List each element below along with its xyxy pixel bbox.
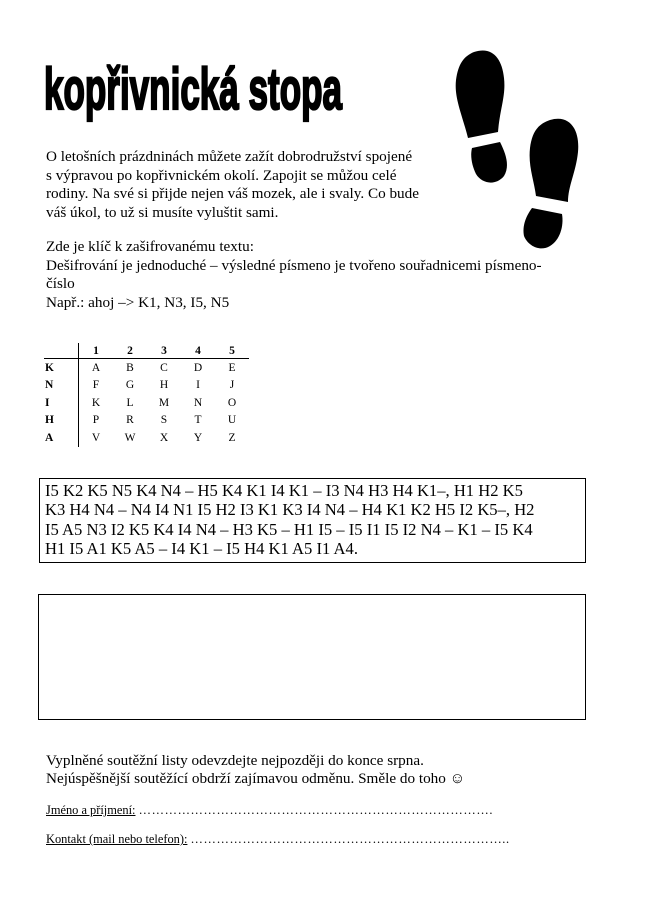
cipher-cell: M	[158, 396, 170, 409]
key-explanation-line: Dešifrování je jednoduché – výsledné písmeno je tvořeno souřadnicemi písmeno-	[46, 256, 542, 274]
contact-field[interactable]	[46, 832, 510, 847]
row-header: N	[45, 379, 54, 392]
cipher-cell: C	[160, 361, 168, 374]
cipher-cell: L	[126, 396, 134, 409]
key-heading: Zde je klíč k zašifrovanému textu:	[46, 238, 254, 255]
column-header: 1	[79, 343, 114, 359]
key-example: Např.: ahoj –> K1, N3, I5, N5	[46, 293, 230, 311]
cipher-cell: R	[126, 414, 134, 427]
row-header: H	[45, 414, 54, 427]
cipher-cell: W	[124, 431, 136, 444]
cipher-cell: X	[159, 431, 169, 444]
key-explanation-line: číslo	[46, 275, 75, 293]
cipher-text-line: I5 A5 N3 I2 K5 K4 I4 N4 – H3 K5 – H1 I5 – I5 I1 I5 I2 N4 – K1 – I5 K4	[45, 519, 533, 539]
title-text: kopřivnická stopa	[44, 56, 343, 123]
column-header: 2	[113, 343, 147, 359]
cipher-cell: O	[227, 396, 237, 409]
cipher-table-row	[44, 359, 249, 377]
intro-line: váš úkol, to už si musíte vyluštit sami.	[46, 203, 279, 221]
cipher-cell: H	[159, 379, 169, 392]
title-logo-graphic	[44, 48, 344, 123]
name-field[interactable]	[46, 803, 493, 818]
cipher-cell: P	[79, 412, 114, 430]
cipher-cell: V	[79, 429, 114, 447]
key-explanation	[46, 238, 586, 312]
cipher-cell: A	[79, 359, 114, 377]
contact-label: Kontakt (mail nebo telefon):	[46, 832, 188, 846]
cipher-table-row	[44, 377, 249, 395]
cipher-cell: K	[79, 394, 114, 412]
closing-paragraph	[46, 752, 606, 788]
row-header: A	[45, 431, 54, 444]
closing-line: Vyplněné soutěžní listy odevzdejte nejpozději do konce srpna.	[46, 752, 424, 769]
cipher-text-line: K3 H4 N4 – N4 I4 N1 I5 H2 I3 K1 K3 I4 N4 – H4 K1 K2 H5 I2 K5–, H2	[45, 500, 535, 520]
intro-line: O letošních prázdninách můžete zažít dobrodružství spojené	[46, 148, 413, 165]
intro-line: rodiny. Na své si přijde nejen váš mozek, ale i svaly. Co bude	[46, 185, 419, 203]
column-header: 3	[147, 343, 181, 359]
name-label: Jméno a příjmení:	[46, 803, 136, 817]
intro-line: s výpravou po kopřivnickém okolí. Zapojit se můžou celé	[46, 166, 397, 184]
contact-dotted-line[interactable]: ………………………………………………………………..	[190, 832, 510, 846]
name-dotted-line[interactable]: ……………………………………………………………………….	[138, 803, 494, 817]
cipher-text-line: H1 I5 A1 K5 A5 – I4 K1 – I5 H4 K1 A5 I1 A4.	[45, 539, 358, 559]
cipher-cell: T	[194, 414, 202, 427]
cipher-table-header-row	[44, 343, 249, 359]
cipher-cell: B	[126, 361, 134, 374]
cipher-cell: Y	[193, 431, 203, 444]
answer-box[interactable]	[38, 594, 586, 720]
cipher-table-corner	[44, 343, 79, 359]
cipher-table	[44, 343, 249, 447]
cipher-table-row	[44, 412, 249, 430]
cipher-cell: I	[196, 379, 200, 392]
cipher-cell: U	[227, 414, 237, 427]
cipher-cell: E	[228, 361, 236, 374]
cipher-cell: Z	[228, 431, 236, 444]
cipher-cell: J	[229, 379, 235, 392]
cipher-table-row	[44, 429, 249, 447]
footprints-icon	[452, 48, 588, 254]
cipher-text-line: I5 K2 K5 N5 K4 N4 – H5 K4 K1 I4 K1 – I3 N4 H3 H4 K1–, H1 H2 K5	[45, 481, 523, 500]
row-header: I	[45, 396, 50, 409]
column-header: 4	[181, 343, 215, 359]
cipher-cell: N	[193, 396, 203, 409]
cipher-text-box	[39, 478, 586, 563]
closing-line: Nejúspěšnější soutěžící obdrží zajímavou odměnu. Směle do toho ☺	[46, 770, 466, 788]
cipher-cell: D	[193, 361, 203, 374]
cipher-cell: F	[79, 377, 114, 395]
row-header: K	[45, 361, 54, 374]
title-logo	[44, 48, 344, 123]
column-header: 5	[215, 343, 249, 359]
cipher-cell: G	[125, 379, 135, 392]
cipher-table-row	[44, 394, 249, 412]
intro-paragraph	[46, 148, 446, 222]
cipher-cell: S	[160, 414, 168, 427]
